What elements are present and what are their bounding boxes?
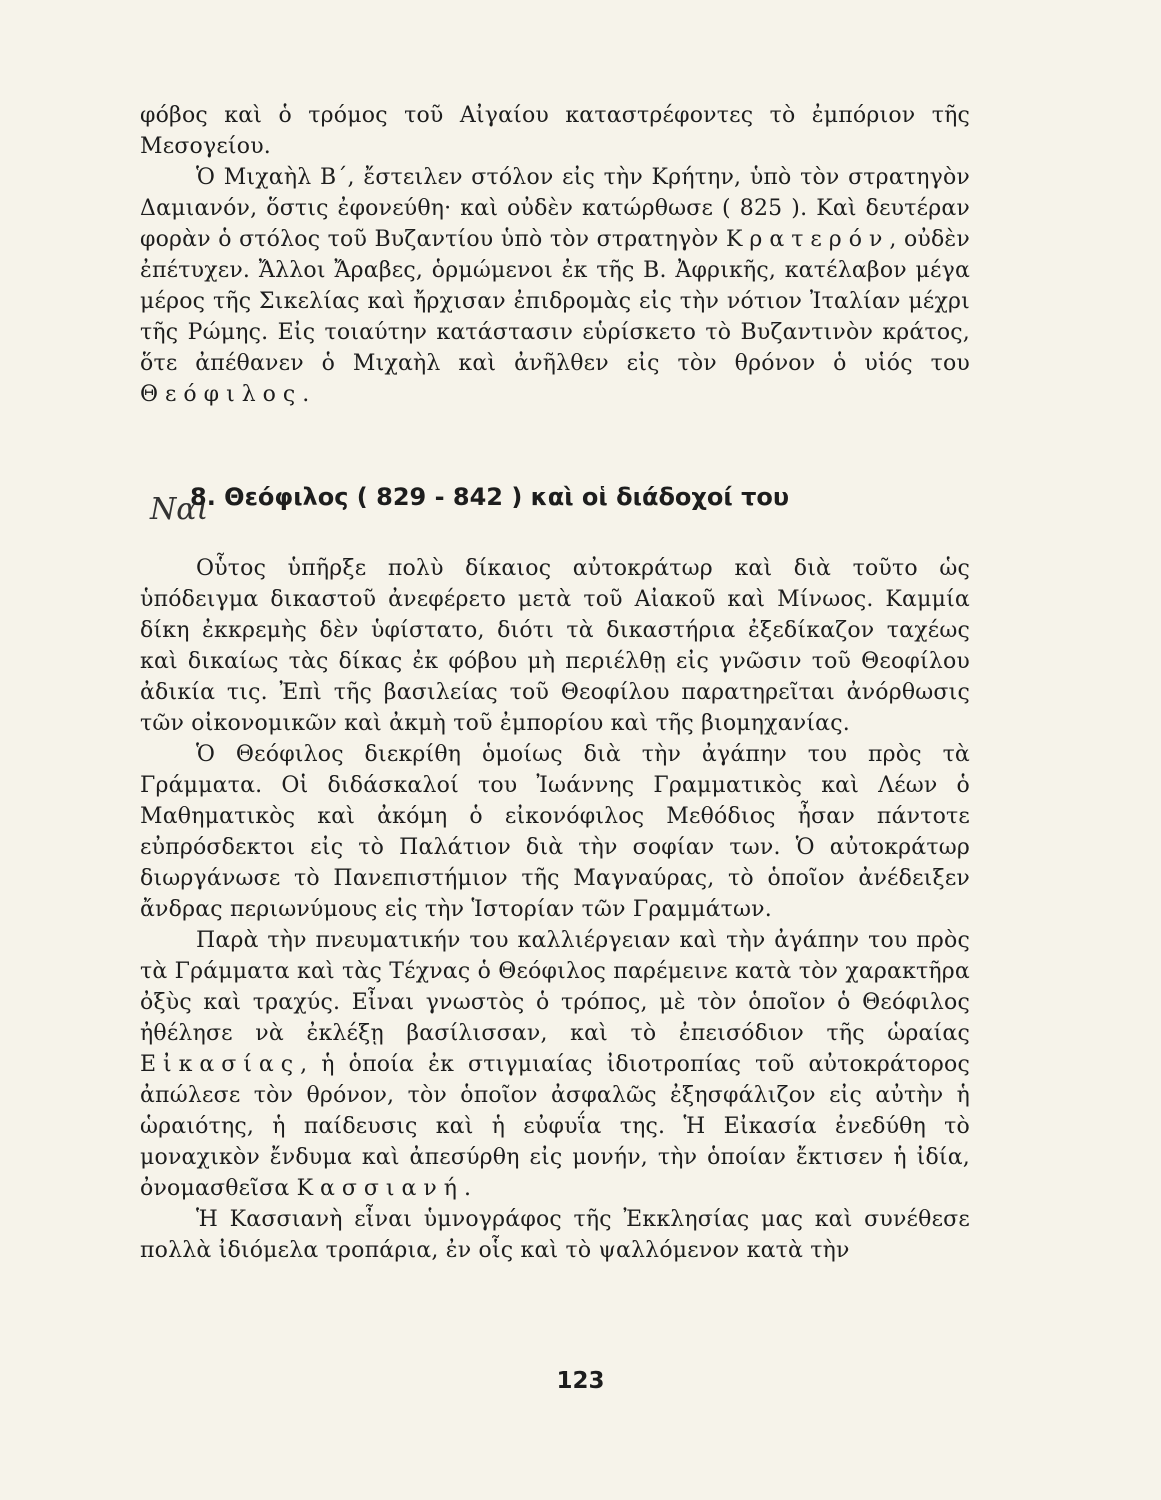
paragraph-text: , οὐδὲν ἐπέτυχεν. Ἄλλοι Ἄραβες, ὁρμώμενοι ἐκ τῆς Β. Ἀφρικῆς, κατέλαβον μέγα μέρος τῆς Σικελίας καὶ ἤρχισαν ἐπιδρομὰς εἰς τὴν νότιον Ἰταλίαν μέχρι τῆς Ρώμης. Εἰς τοιαύτην κατάστασιν εὑρίσκετο τὸ Βυζαντινὸν κράτος, ὅτε ἀπέθανεν ὁ Μιχαὴλ καὶ ἀνῆλθεν εἰς τὸν θρόνον ὁ υἱός του [140,227,970,376]
paragraph-eikasia [140,925,970,1204]
top-text-block [140,100,970,410]
paragraph-text: , ἡ ὁποία ἐκ στιγμιαίας ἰδιοτροπίας τοῦ αὐτοκράτορος ἀπώλεσε τὸν θρόνον, τὸν ὁποῖον ἀσφαλῶς ἐξησφάλιζον εἰς αὐτὴν ἡ ὡραιότης, ἡ παίδευσις καὶ ἡ εὐφυΐα της. Ἡ Εἰκασία ἐνεδύθη τὸ μοναχικὸν ἔνδυμα καὶ ἀπεσύρθη εἰς μονήν, τὴν ὁποίαν ἔκτισεν ἡ ἰδία, ὀνομασθεῖσα [140,1052,970,1201]
paragraph-letters: Ὁ Θεόφιλος διεκρίθη ὁμοίως διὰ τὴν ἀγάπην του πρὸς τὰ Γράμματα. Οἱ διδάσκαλοί του Ἰωάννης Γραμματικὸς καὶ Λέων ὁ Μαθηματικὸς καὶ ἀκόμη ὁ εἰκονόφιλος Μεθόδιος ἦσαν πάντοτε εὐπρόσδεκτοι εἰς τὸ Παλάτιον διὰ τὴν σοφίαν των. Ὁ αὐτοκράτωρ διωργάνωσε τὸ Πανεπιστήμιον τῆς Μαγναύρας, τὸ ὁποῖον ἀνέδειξεν ἄνδρας περιωνύμους εἰς τὴν Ἱστορίαν τῶν Γραμμάτων. [140,742,970,922]
spaced-name-eikasia: Εἰκασίας [140,1052,301,1077]
paragraph-text: Παρὰ τὴν πνευματικήν του καλλιέργειαν καὶ τὴν ἀγάπην του πρὸς τὰ Γράμματα καὶ τὰς Τέχνας ὁ Θεόφιλος παρέμεινε κατὰ τὸν χαρακτῆρα ὀξὺς καὶ τραχύς. Εἶναι γνωστὸς ὁ τρόπος, μὲ τὸν ὁποῖον ὁ Θεόφιλος ἠθέλησε νὰ ἐκλέξῃ βασίλισσαν, καὶ τὸ ἐπεισόδιον τῆς ὡραίας [140,928,970,1046]
paragraph-continuation: φόβος καὶ ὁ τρόμος τοῦ Αἰγαίου καταστρέφοντες τὸ ἐμπόριον τῆς Μεσογείου. [140,103,970,159]
paragraph-justice: Οὗτος ὑπῆρξε πολὺ δίκαιος αὐτοκράτωρ καὶ διὰ τοῦτο ὡς ὑπόδειγμα δικαστοῦ ἀνεφέρετο μετὰ τοῦ Αἰακοῦ καὶ Μίνωος. Καμμία δίκη ἐκκρεμὴς δὲν ὑφίστατο, διότι τὰ δικαστήρια ἐξεδίκαζον ταχέως καὶ δικαίως τὰς δίκας ἐκ φόβου μὴ περιέλθῃ εἰς γνῶσιν τοῦ Θεοφίλου ἀδικία τις. Ἐπὶ τῆς βασιλείας τοῦ Θεοφίλου παρατηρεῖται ἀνόρθωσις τῶν οἰκονομικῶν καὶ ἀκμὴ τοῦ ἐμπορίου καὶ τῆς βιομηχανίας. [140,556,970,736]
spaced-name-kassiani: Κασσιανή [296,1176,464,1201]
paragraph-michael [140,162,970,410]
main-text-block [140,553,970,1266]
page-number: 123 [556,1368,605,1394]
spaced-name-theophilos: Θεόφιλος [140,382,303,407]
handwritten-margin-note: Ναι [150,492,209,527]
section-heading: 8. Θεόφιλος ( 829 - 842 ) καὶ οἱ διάδοχοί του [190,483,790,511]
paragraph-text: Ὁ Μιχαὴλ Β΄, ἔστειλεν στόλον εἰς τὴν Κρήτην, ὑπὸ τὸν στρατηγὸν Δαμιανόν, ὅστις ἐφονεύθη· καὶ οὐδὲν κατώρθωσε ( 825 ). Καὶ δευτέραν φορὰν ὁ στόλος τοῦ Βυζαντίου ὑπὸ τὸν στρατηγὸν [140,165,970,252]
paragraph-text: . [463,1176,472,1201]
paragraph-kassiani: Ἡ Κασσιανὴ εἶναι ὑμνογράφος τῆς Ἐκκλησίας μας καὶ συνέθεσε πολλὰ ἰδιόμελα τροπάρια, ἐν οἷς καὶ τὸ ψαλλόμενον κατὰ τὴν [140,1207,970,1263]
spaced-name-kráteros: Κρατερόν [725,227,890,252]
paragraph-text: . [302,382,310,407]
